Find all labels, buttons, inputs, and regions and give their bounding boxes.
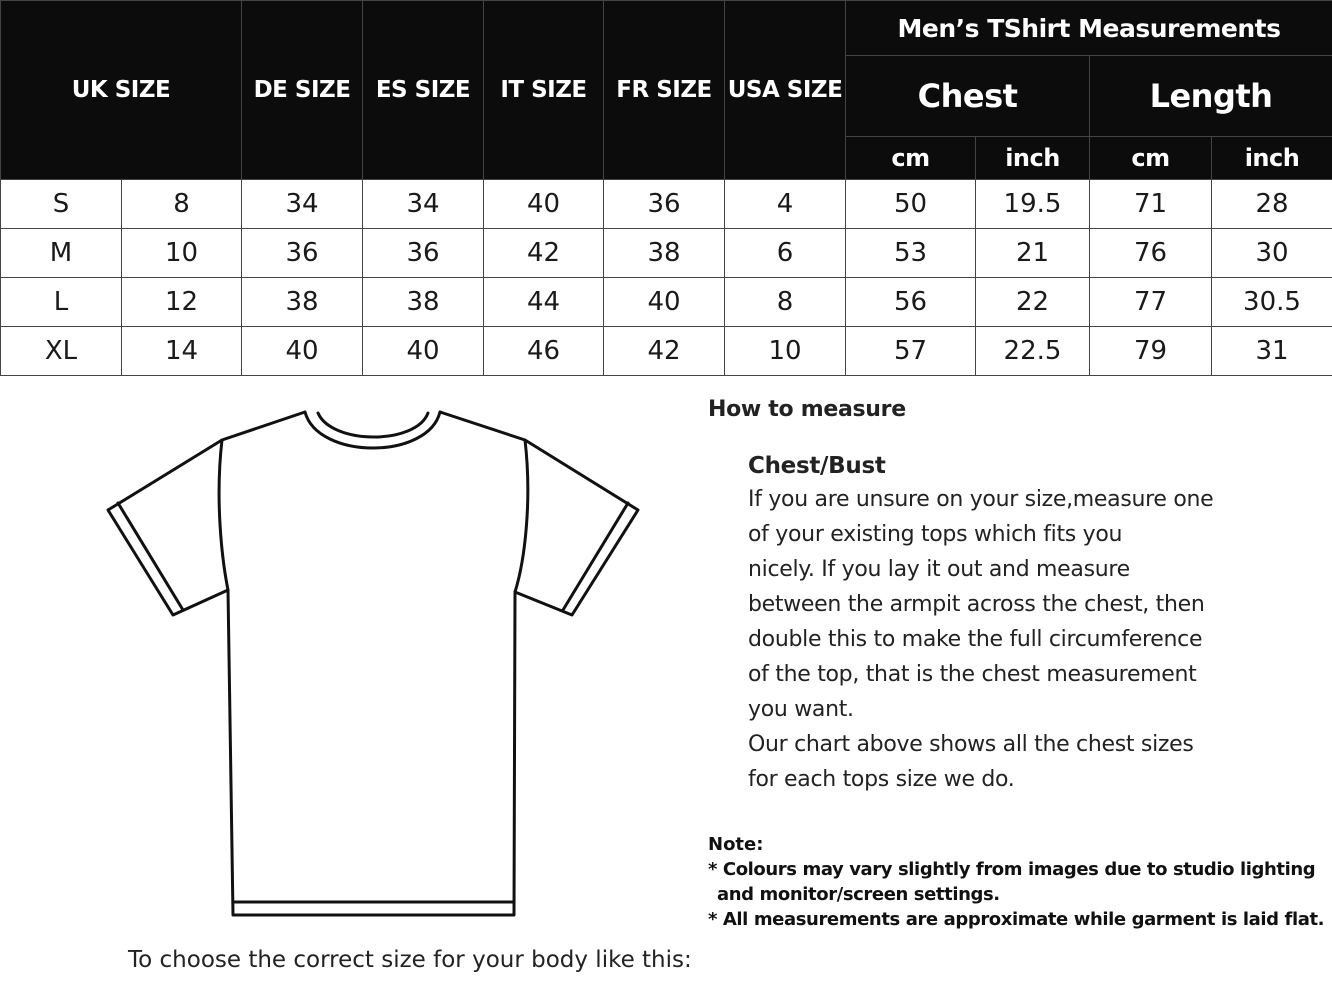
table-cell: 38 (363, 278, 484, 327)
table-cell: 22 (976, 278, 1090, 327)
tshirt-outline-icon (100, 400, 650, 930)
table-cell: 38 (242, 278, 363, 327)
table-cell: 71 (1090, 180, 1212, 229)
table-cell: 6 (725, 229, 846, 278)
table-cell: 76 (1090, 229, 1212, 278)
table-cell: 36 (604, 180, 725, 229)
chest-inch-header: inch (976, 137, 1090, 180)
size-chart-table (0, 0, 1332, 376)
table-cell: 34 (242, 180, 363, 229)
chest-bust-heading: Chest/Bust (748, 453, 886, 479)
instruction-line: If you are unsure on your size,measure one (748, 487, 1214, 512)
chest-cm-header: cm (846, 137, 976, 180)
instruction-line: nicely. If you lay it out and measure (748, 557, 1130, 582)
uk-size-header: UK SIZE (1, 1, 242, 180)
usa-size-header: USA SIZE (725, 1, 846, 180)
es-size-header: ES SIZE (363, 1, 484, 180)
instruction-line: double this to make the full circumference (748, 627, 1203, 652)
table-cell: 31 (1212, 327, 1332, 376)
table-cell: 42 (484, 229, 604, 278)
measurements-title: Men’s TShirt Measurements (846, 1, 1332, 56)
table-cell: 10 (725, 327, 846, 376)
how-to-measure-title: How to measure (708, 397, 906, 422)
illustration-caption: To choose the correct size for your body like this: (128, 947, 692, 973)
table-cell: 12 (122, 278, 242, 327)
length-inch-header: inch (1212, 137, 1332, 180)
instruction-line: of your existing tops which fits you (748, 522, 1123, 547)
table-cell: 10 (122, 229, 242, 278)
table-cell: L (1, 278, 122, 327)
table-cell: 28 (1212, 180, 1332, 229)
table-cell: 53 (846, 229, 976, 278)
table-cell: 14 (122, 327, 242, 376)
table-cell: 22.5 (976, 327, 1090, 376)
instruction-line: for each tops size we do. (748, 767, 1015, 792)
table-cell: 34 (363, 180, 484, 229)
measure-instructions (748, 451, 1308, 797)
length-header: Length (1090, 56, 1332, 137)
table-cell: M (1, 229, 122, 278)
table-cell: S (1, 180, 122, 229)
table-cell: 36 (363, 229, 484, 278)
it-size-header: IT SIZE (484, 1, 604, 180)
table-row (1, 180, 1332, 229)
fr-size-header: FR SIZE (604, 1, 725, 180)
instruction-line: Our chart above shows all the chest sizes (748, 732, 1194, 757)
length-cm-header: cm (1090, 137, 1212, 180)
chest-header: Chest (846, 56, 1090, 137)
table-cell: 50 (846, 180, 976, 229)
table-cell: 77 (1090, 278, 1212, 327)
table-cell: 44 (484, 278, 604, 327)
table-cell: 8 (725, 278, 846, 327)
table-row (1, 229, 1332, 278)
table-cell: 40 (363, 327, 484, 376)
table-cell: 21 (976, 229, 1090, 278)
table-cell: 30 (1212, 229, 1332, 278)
note-title: Note: (708, 834, 764, 855)
table-cell: 8 (122, 180, 242, 229)
table-cell: 40 (484, 180, 604, 229)
table-cell: 40 (604, 278, 725, 327)
instruction-line: you want. (748, 697, 854, 722)
table-cell: 30.5 (1212, 278, 1332, 327)
note-line: and monitor/screen settings. (717, 884, 1000, 905)
table-cell: 4 (725, 180, 846, 229)
table-cell: XL (1, 327, 122, 376)
note-line: * All measurements are approximate while garment is laid flat. (708, 909, 1325, 930)
table-row (1, 327, 1332, 376)
table-cell: 46 (484, 327, 604, 376)
table-cell: 79 (1090, 327, 1212, 376)
table-cell: 42 (604, 327, 725, 376)
instruction-line: between the armpit across the chest, then (748, 592, 1205, 617)
notes-section (708, 832, 1325, 932)
instruction-line: of the top, that is the chest measurement (748, 662, 1197, 687)
table-cell: 19.5 (976, 180, 1090, 229)
table-cell: 56 (846, 278, 976, 327)
table-row (1, 278, 1332, 327)
table-cell: 57 (846, 327, 976, 376)
note-line: * Colours may vary slightly from images due to studio lighting (708, 859, 1316, 880)
de-size-header: DE SIZE (242, 1, 363, 180)
table-cell: 38 (604, 229, 725, 278)
table-cell: 40 (242, 327, 363, 376)
table-cell: 36 (242, 229, 363, 278)
